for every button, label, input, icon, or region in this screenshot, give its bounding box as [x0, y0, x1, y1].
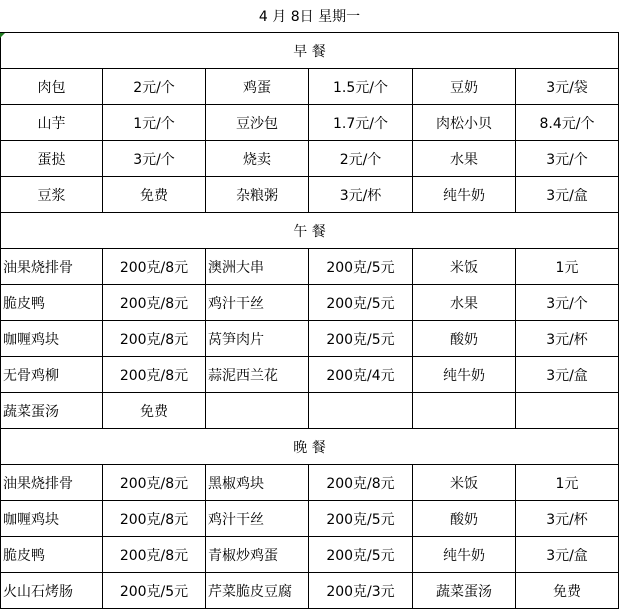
menu-item-name: 脆皮鸭	[1, 537, 103, 573]
table-row	[1, 465, 619, 501]
menu-item-price: 1.5元/个	[309, 69, 413, 105]
menu-item-price: 200克/3元	[309, 573, 413, 609]
menu-item-price: 8.4元/个	[516, 105, 619, 141]
menu-item-price: 200克/8元	[103, 249, 206, 285]
menu-item-price: 200克/5元	[309, 285, 413, 321]
menu-item-name: 水果	[413, 141, 516, 177]
menu-item-price: 200克/4元	[309, 357, 413, 393]
empty-cell	[309, 393, 413, 429]
menu-item-name: 豆沙包	[206, 105, 309, 141]
table-row	[1, 69, 619, 105]
menu-item-name: 油果烧排骨	[1, 249, 103, 285]
menu-item-price: 3元/杯	[516, 321, 619, 357]
menu-item-name: 肉包	[1, 69, 103, 105]
menu-item-price: 200克/8元	[103, 465, 206, 501]
breakfast-section-label: 早 餐	[1, 33, 619, 69]
menu-item-price: 1元	[516, 465, 619, 501]
menu-item-name: 黑椒鸡块	[206, 465, 309, 501]
menu-item-price: 2元/个	[309, 141, 413, 177]
menu-item-name: 鸡汁干丝	[206, 501, 309, 537]
menu-item-price: 3元/盒	[516, 537, 619, 573]
menu-item-name: 咖喱鸡块	[1, 321, 103, 357]
lunch-section-label: 午 餐	[1, 213, 619, 249]
menu-item-name: 烧卖	[206, 141, 309, 177]
cell-corner-marker	[0, 33, 5, 38]
empty-cell	[413, 393, 516, 429]
menu-item-price: 200克/5元	[309, 321, 413, 357]
menu-item-price: 200克/8元	[103, 501, 206, 537]
menu-item-price: 200克/8元	[103, 537, 206, 573]
table-row	[1, 393, 619, 429]
empty-cell	[206, 393, 309, 429]
menu-item-name: 莴笋肉片	[206, 321, 309, 357]
title-row	[1, 0, 619, 33]
menu-item-name: 无骨鸡柳	[1, 357, 103, 393]
menu-item-name: 米饭	[413, 249, 516, 285]
menu-item-price: 2元/个	[103, 69, 206, 105]
menu-item-name: 肉松小贝	[413, 105, 516, 141]
menu-item-name: 油果烧排骨	[1, 465, 103, 501]
menu-item-price: 免费	[103, 393, 206, 429]
menu-item-name: 水果	[413, 285, 516, 321]
menu-item-name: 澳洲大串	[206, 249, 309, 285]
menu-item-price: 200克/5元	[309, 249, 413, 285]
menu-item-name: 蒜泥西兰花	[206, 357, 309, 393]
table-row	[1, 501, 619, 537]
menu-item-price: 免费	[103, 177, 206, 213]
breakfast-header-row	[1, 33, 619, 69]
empty-cell	[516, 393, 619, 429]
menu-item-price: 200克/8元	[103, 357, 206, 393]
menu-item-price: 1元	[516, 249, 619, 285]
menu-item-price: 1元/个	[103, 105, 206, 141]
lunch-header-row	[1, 213, 619, 249]
menu-item-name: 纯牛奶	[413, 177, 516, 213]
table-row	[1, 105, 619, 141]
menu-item-name: 豆奶	[413, 69, 516, 105]
table-row	[1, 573, 619, 609]
menu-item-name: 咖喱鸡块	[1, 501, 103, 537]
menu-item-name: 蔬菜蛋汤	[413, 573, 516, 609]
menu-item-price: 200克/8元	[103, 285, 206, 321]
menu-item-price: 3元/杯	[516, 501, 619, 537]
menu-item-name: 火山石烤肠	[1, 573, 103, 609]
menu-item-name: 纯牛奶	[413, 357, 516, 393]
table-row	[1, 357, 619, 393]
menu-item-price: 3元/个	[516, 285, 619, 321]
table-row	[1, 285, 619, 321]
menu-item-price: 200克/5元	[103, 573, 206, 609]
menu-item-price: 3元/个	[103, 141, 206, 177]
menu-item-price: 200克/8元	[309, 465, 413, 501]
menu-item-name: 蔬菜蛋汤	[1, 393, 103, 429]
menu-item-price: 3元/盒	[516, 177, 619, 213]
menu-item-name: 杂粮粥	[206, 177, 309, 213]
table-row	[1, 141, 619, 177]
menu-item-price: 1.7元/个	[309, 105, 413, 141]
menu-item-name: 芹菜脆皮豆腐	[206, 573, 309, 609]
menu-item-name: 鸡蛋	[206, 69, 309, 105]
menu-item-price: 200克/5元	[309, 501, 413, 537]
table-row	[1, 177, 619, 213]
menu-item-name: 酸奶	[413, 321, 516, 357]
menu-item-price: 3元/杯	[309, 177, 413, 213]
menu-item-name: 青椒炒鸡蛋	[206, 537, 309, 573]
menu-item-name: 酸奶	[413, 501, 516, 537]
menu-item-name: 蛋挞	[1, 141, 103, 177]
menu-item-price: 3元/个	[516, 141, 619, 177]
menu-item-price: 免费	[516, 573, 619, 609]
table-row	[1, 249, 619, 285]
menu-item-name: 豆浆	[1, 177, 103, 213]
menu-item-name: 鸡汁干丝	[206, 285, 309, 321]
menu-item-price: 3元/盒	[516, 357, 619, 393]
menu-item-name: 纯牛奶	[413, 537, 516, 573]
menu-item-name: 山芋	[1, 105, 103, 141]
menu-item-price: 200克/8元	[103, 321, 206, 357]
menu-item-name: 米饭	[413, 465, 516, 501]
page-title: 4 月 8日 星期一	[1, 0, 619, 33]
menu-item-price: 3元/袋	[516, 69, 619, 105]
menu-item-name: 脆皮鸭	[1, 285, 103, 321]
table-row	[1, 321, 619, 357]
dinner-section-label: 晚 餐	[1, 429, 619, 465]
table-row	[1, 537, 619, 573]
menu-item-price: 200克/5元	[309, 537, 413, 573]
dinner-header-row	[1, 429, 619, 465]
